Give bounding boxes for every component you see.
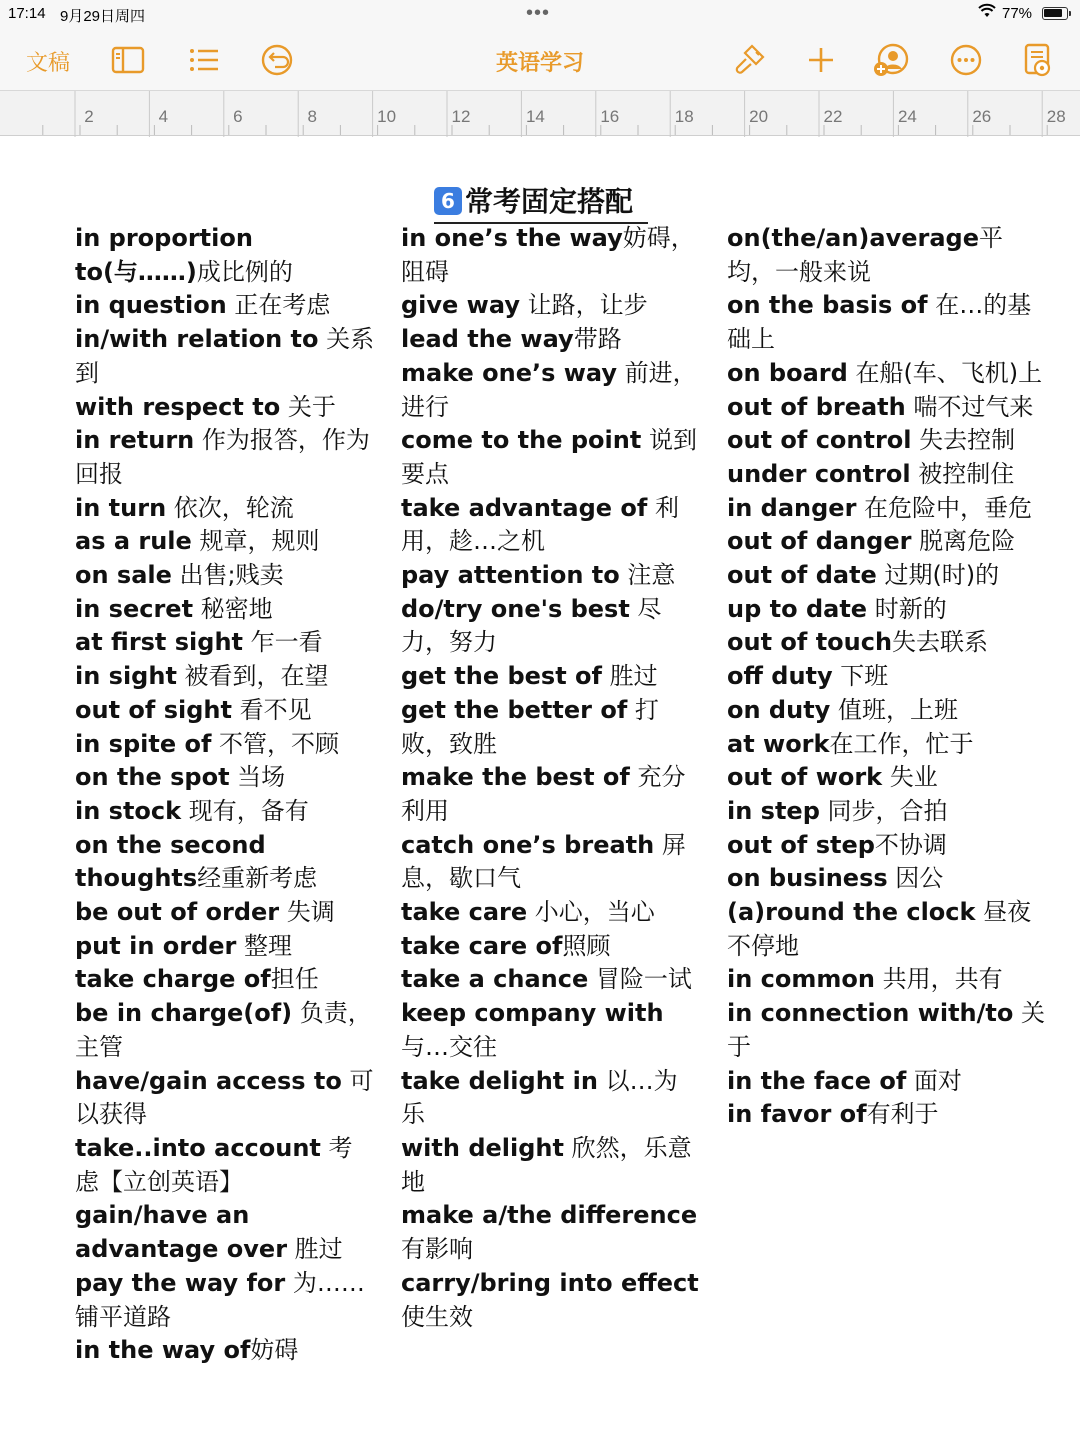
phrase-entry (401, 593, 701, 660)
phrase-english: take advantage of (401, 493, 648, 522)
status-time: 17:14 (8, 5, 46, 22)
phrase-entry (727, 391, 1047, 425)
phrase-entry (727, 626, 1047, 660)
collaborate-icon[interactable] (873, 42, 909, 78)
phrase-english: keep company with (401, 999, 664, 1028)
number-badge: 6 (434, 187, 462, 215)
battery-icon (1042, 7, 1068, 20)
phrase-entry (401, 492, 701, 559)
phrase-english: on business (727, 864, 888, 893)
phrase-english: take care of (401, 931, 563, 960)
phrase-chinese: 过期(时)的 (876, 561, 1000, 590)
phrase-english: lead the way (401, 325, 574, 354)
phrase-entry (75, 289, 375, 323)
phrase-entry (401, 896, 701, 930)
phrase-english: out of sight (75, 695, 232, 724)
phrase-english: get the best of (401, 662, 602, 691)
phrase-chinese: 负责，主管 (75, 999, 372, 1061)
phrase-chinese: 担任 (270, 965, 319, 994)
phrase-english: catch one’s breath (401, 830, 655, 859)
phrase-chinese: 以…为乐 (401, 1066, 678, 1129)
ruler-label: 14 (525, 107, 545, 126)
phrase-chinese: 平均，一般来说 (727, 224, 1003, 286)
phrase-chinese: 屏息，歇口气 (401, 830, 686, 893)
phrase-english: in return (75, 426, 195, 455)
phrase-entry (727, 963, 1047, 997)
phrase-entry (727, 1098, 1047, 1132)
phrase-english: in connection with/to (727, 999, 1014, 1028)
phrase-english: on the spot (75, 763, 230, 792)
phrase-english: take care (401, 898, 528, 927)
phrase-english: under control (727, 459, 911, 488)
status-date: 9月29日周四 (60, 8, 146, 25)
phrase-chinese: 注意 (619, 561, 676, 590)
phrase-english: in secret (75, 594, 194, 623)
ruler-scale (0, 91, 1080, 137)
phrase-english: on duty (727, 695, 831, 724)
phrase-english: in step (727, 796, 820, 825)
phrase-english: in the face of (727, 1066, 907, 1095)
phrase-entry (401, 323, 701, 357)
phrase-chinese: 妨碍 (250, 1336, 299, 1365)
phrase-chinese: 失去控制 (911, 426, 1016, 455)
phrase-chinese: 欣然，乐意地 (401, 1133, 692, 1196)
phrase-english: in stock (75, 796, 182, 825)
phrase-english: on sale (75, 561, 172, 590)
phrase-entry (401, 1065, 701, 1132)
phrase-entry (401, 829, 701, 896)
phrase-entry (727, 795, 1047, 829)
phrase-entry (401, 930, 701, 964)
phrase-chinese: 带路 (573, 325, 622, 354)
phrase-chinese: 关于 (280, 392, 336, 421)
phrase-chinese: 使生效 (401, 1302, 473, 1331)
phrase-english: in spite of (75, 729, 212, 758)
phrase-entry (75, 930, 375, 964)
phrase-chinese: 尽力，努力 (401, 594, 662, 657)
phrase-english: take charge of (75, 965, 271, 994)
phrase-english: do/try one's best (401, 594, 630, 623)
phrase-english: out of touch (727, 628, 893, 657)
phrase-english: in/with relation to (75, 325, 319, 354)
wifi-icon (978, 3, 996, 24)
format-brush-icon[interactable] (732, 42, 768, 78)
phrase-chinese: 不管，不顾 (211, 729, 340, 758)
phrase-entry (75, 795, 375, 829)
phrase-english: take a chance (401, 965, 589, 994)
phrase-chinese: 被看到，在望 (176, 662, 329, 691)
phrase-english: make a/the difference (401, 1201, 698, 1230)
section-heading (434, 180, 648, 224)
phrase-chinese: 胜过 (601, 662, 658, 691)
phrase-entry (75, 1334, 375, 1368)
phrase-english: at work (727, 729, 830, 758)
phrase-entry (75, 997, 375, 1064)
phrase-chinese: 关于 (727, 999, 1046, 1061)
more-options-icon[interactable] (948, 42, 984, 78)
phrase-entry (727, 458, 1047, 492)
phrase-chinese: 在船(车、飞机)上 (847, 358, 1043, 387)
phrase-entry (401, 660, 701, 694)
phrase-entry (75, 593, 375, 627)
phrase-chinese: 失调 (279, 898, 335, 927)
phrase-english: pay attention to (401, 561, 620, 590)
multitasking-dots-icon[interactable]: ••• (526, 2, 551, 24)
phrase-chinese: 看不见 (231, 695, 312, 724)
phrase-chinese: 因公 (887, 864, 944, 893)
phrase-english: in the way of (75, 1336, 251, 1365)
phrase-entry (75, 1267, 375, 1334)
phrase-entry (401, 1267, 701, 1334)
phrase-entry (75, 660, 375, 694)
phrase-entry (75, 525, 375, 559)
phrase-english: at first sight (75, 628, 244, 657)
phrase-english: on the basis of (727, 291, 928, 320)
ruler-label: 12 (451, 107, 471, 126)
phrase-chinese: 与…交往 (401, 1032, 497, 1061)
ruler-label: 8 (307, 107, 317, 126)
ruler-label: 16 (600, 107, 620, 126)
phrase-chinese: 利用，趁…之机 (401, 493, 679, 556)
phrase-english: in sight (75, 662, 177, 691)
phrase-chinese: 在工作，忙于 (829, 729, 974, 758)
phrase-chinese: 面对 (906, 1066, 962, 1095)
phrase-entry (401, 424, 701, 491)
phrase-entry (75, 323, 375, 390)
phrase-chinese: 冒险一试 (588, 965, 692, 994)
ruler-label: 20 (749, 107, 769, 126)
column-2 (401, 222, 701, 1334)
phrase-entry (727, 492, 1047, 526)
phrase-chinese: 不协调 (874, 830, 947, 859)
ruler-label: 24 (897, 107, 917, 126)
phrase-entry (727, 761, 1047, 795)
phrase-english: with respect to (75, 392, 281, 421)
phrase-chinese: 在…的基础上 (727, 291, 1032, 354)
phrase-chinese: 考虑【立创英语】 (75, 1133, 353, 1196)
phrase-entry (401, 997, 701, 1064)
phrase-entry (75, 963, 375, 997)
phrase-chinese: 说到要点 (401, 426, 697, 488)
phrase-chinese: 在危险中，垂危 (856, 493, 1033, 522)
phrase-chinese: 有影响 (401, 1235, 473, 1264)
phrase-entry (727, 728, 1047, 762)
phrase-chinese: 正在考虑 (226, 291, 331, 320)
phrase-english: in turn (75, 493, 167, 522)
phrase-english: out of date (727, 561, 877, 590)
phrase-chinese: 共用，共有 (874, 965, 1003, 994)
phrase-chinese: 照顾 (562, 931, 611, 960)
undo-icon[interactable] (259, 42, 295, 78)
phrase-entry (75, 626, 375, 660)
phrase-chinese: 让路，让步 (519, 291, 648, 320)
list-icon[interactable] (186, 42, 222, 78)
phrase-english: on the second thoughts (75, 830, 266, 893)
phrase-chinese: 失业 (882, 763, 938, 792)
phrase-english: gain/have an advantage over (75, 1201, 288, 1264)
ruler-label: 28 (1046, 107, 1066, 126)
phrase-chinese: 前进，进行 (401, 358, 697, 421)
phrase-english: on(the/an)average (727, 224, 979, 252)
phrase-entry (401, 559, 701, 593)
ruler-label: 22 (823, 107, 843, 126)
phrase-english: put in order (75, 931, 237, 960)
phrase-chinese: 被控制住 (910, 459, 1015, 488)
add-icon[interactable] (803, 42, 839, 78)
phrase-english: up to date (727, 594, 868, 623)
phrase-entry (727, 829, 1047, 863)
phrase-english: in danger (727, 493, 857, 522)
phrase-english: (a)round the clock (727, 898, 976, 927)
phrase-entry (75, 424, 375, 491)
document-title: 英语学习 (496, 50, 585, 75)
phrase-entry (75, 391, 375, 425)
phrase-english: take..into account (75, 1133, 321, 1162)
phrase-entry (727, 862, 1047, 896)
phrase-english: make one’s way (401, 358, 618, 387)
column-3 (727, 222, 1047, 1132)
phrase-chinese: 喘不过气来 (905, 392, 1034, 421)
ruler-label: 4 (158, 107, 169, 126)
phrase-entry (401, 694, 701, 761)
phrase-chinese: 下班 (832, 662, 889, 691)
phrase-chinese: 有利于 (866, 1100, 939, 1129)
phrase-chinese: 脱离危险 (911, 527, 1016, 556)
phrase-english: be out of order (75, 898, 280, 927)
phrase-entry (727, 289, 1047, 356)
phrase-english: take delight in (401, 1066, 598, 1095)
phrase-chinese: 秘密地 (193, 594, 273, 623)
phrase-chinese: 关系到 (75, 325, 375, 387)
phrase-chinese: 值班，上班 (830, 695, 958, 724)
phrase-chinese: 胜过 (287, 1235, 343, 1264)
phrase-english: in one’s the way (401, 224, 623, 252)
ruler-label: 10 (377, 107, 397, 126)
phrase-entry (75, 694, 375, 728)
phrase-chinese: 经重新考虑 (197, 864, 318, 893)
phrase-entry (727, 559, 1047, 593)
phrase-entry (727, 1065, 1047, 1099)
phrase-entry (401, 1132, 701, 1199)
phrase-chinese: 乍一看 (243, 628, 323, 657)
phrase-entry (75, 559, 375, 593)
phrase-chinese: 成比例的 (196, 257, 293, 286)
phrase-english: with delight (401, 1133, 564, 1162)
phrase-english: get the better of (401, 695, 628, 724)
phrase-english: carry/bring into effect (401, 1268, 699, 1297)
phrase-chinese: 小心，当心 (527, 898, 655, 927)
phrase-entry (401, 963, 701, 997)
phrase-chinese: 失去联系 (892, 628, 989, 657)
phrase-english: out of work (727, 763, 883, 792)
phrase-english: in proportion to(与……) (75, 224, 253, 286)
phrase-entry (727, 525, 1047, 559)
phrase-english: be in charge(of) (75, 999, 293, 1028)
phrase-entry (401, 761, 701, 828)
ruler-label: 2 (84, 107, 94, 126)
phrase-english: in common (727, 965, 875, 994)
phrase-entry (727, 357, 1047, 391)
phrase-entry (727, 997, 1047, 1064)
phrase-chinese: 现有，备有 (181, 796, 309, 825)
ruler-label: 18 (674, 107, 694, 126)
document-options-icon[interactable] (1020, 42, 1056, 78)
phrase-entry (727, 593, 1047, 627)
phrase-english: out of breath (727, 392, 906, 421)
phrase-entry (727, 222, 1047, 289)
phrase-entry (75, 896, 375, 930)
phrase-english: as a rule (75, 527, 192, 556)
phrase-entry (727, 424, 1047, 458)
phrase-english: pay the way for (75, 1268, 286, 1297)
phrase-entry (75, 222, 375, 289)
phrase-chinese: 昼夜不停地 (727, 898, 1032, 960)
phrase-entry (75, 1065, 375, 1132)
bottom-fade (780, 1330, 1080, 1390)
battery-percent: 77% (1002, 5, 1033, 22)
phrase-chinese: 依次，轮流 (166, 493, 294, 522)
toolbar (0, 32, 1080, 90)
ruler-label: 26 (972, 107, 992, 126)
phrase-entry (75, 829, 375, 896)
phrase-english: out of step (727, 830, 875, 859)
phrase-english: make the best of (401, 763, 630, 792)
phrase-entry (75, 1132, 375, 1199)
phrase-english: off duty (727, 662, 833, 691)
phrase-entry (401, 222, 701, 289)
phrase-english: give way (401, 291, 520, 320)
phrase-chinese: 为……铺平道路 (75, 1268, 365, 1331)
phrase-chinese: 同步，合拍 (819, 796, 948, 825)
phrase-english: come to the point (401, 426, 642, 455)
ruler-label: 6 (233, 107, 243, 126)
phrase-chinese: 可以获得 (75, 1066, 374, 1129)
phrase-entry (401, 1199, 701, 1266)
phrase-chinese: 当场 (229, 763, 286, 792)
phrase-entry (75, 1199, 375, 1266)
phrase-chinese: 整理 (236, 931, 293, 960)
column-1 (75, 222, 375, 1368)
phrase-english: out of control (727, 426, 912, 455)
phrase-chinese: 作为报答，作为回报 (75, 426, 370, 488)
phrase-entry (727, 896, 1047, 963)
phrase-english: in favor of (727, 1100, 867, 1129)
phrase-chinese: 妨碍，阻碍 (401, 224, 695, 286)
ruler[interactable] (0, 90, 1080, 136)
phrase-chinese: 打败，致胜 (401, 695, 659, 758)
phrase-entry (75, 761, 375, 795)
phrase-chinese: 时新的 (867, 594, 947, 623)
phrase-entry (401, 289, 701, 323)
sidebar-icon[interactable] (110, 42, 146, 78)
phrase-english: have/gain access to (75, 1066, 342, 1095)
phrase-entry (727, 694, 1047, 728)
phrase-entry (727, 660, 1047, 694)
phrase-chinese: 充分利用 (401, 763, 686, 825)
heading-text: 常考固定搭配 (465, 185, 634, 218)
phrase-chinese: 规章，规则 (191, 527, 320, 556)
documents-button[interactable]: 文稿 (26, 50, 71, 75)
phrase-english: on board (727, 358, 848, 387)
phrase-entry (75, 728, 375, 762)
status-bar (0, 0, 1080, 32)
phrase-entry (401, 357, 701, 424)
phrase-english: out of danger (727, 527, 912, 556)
phrase-chinese: 出售;贱卖 (171, 561, 284, 590)
phrase-english: in question (75, 291, 227, 320)
phrase-entry (75, 492, 375, 526)
